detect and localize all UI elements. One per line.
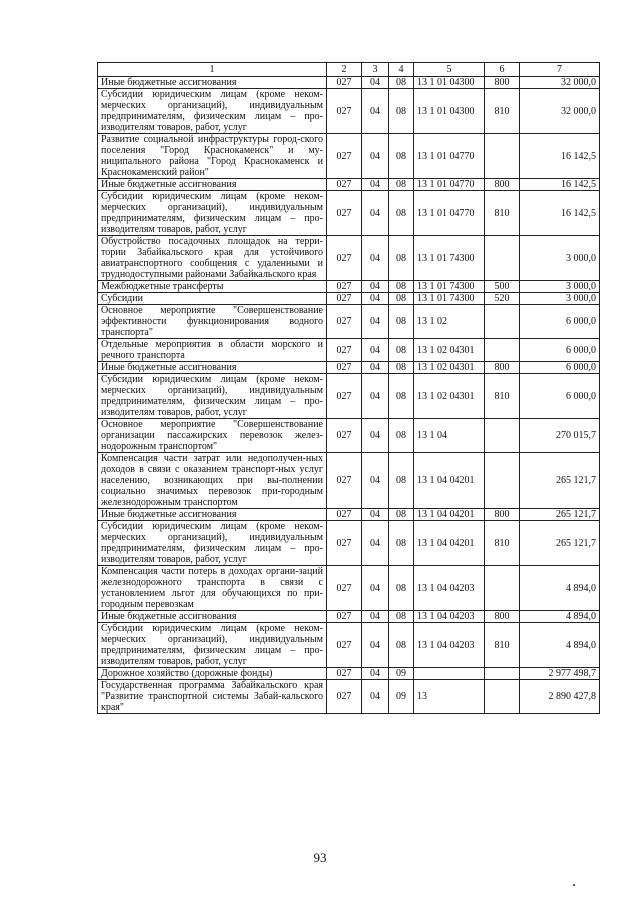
ministry-code-cell: 027 xyxy=(327,374,362,419)
table-row xyxy=(98,509,600,521)
table-row xyxy=(98,191,600,236)
table-row xyxy=(98,668,600,680)
target-article-cell: 13 1 01 74300 xyxy=(414,236,485,281)
table-row xyxy=(98,179,600,191)
table-row xyxy=(98,611,600,623)
expense-type-cell: 800 xyxy=(485,179,520,191)
section-code-cell: 04 xyxy=(362,179,389,191)
row-name-cell: Иные бюджетные ассигнования xyxy=(98,77,327,89)
section-code-cell: 04 xyxy=(362,191,389,236)
subsection-code-cell: 08 xyxy=(389,305,414,339)
column-header: 4 xyxy=(389,63,414,77)
table-row xyxy=(98,281,600,293)
table-row xyxy=(98,453,600,509)
amount-cell: 6 000,0 xyxy=(520,339,600,362)
ministry-code-cell: 027 xyxy=(327,191,362,236)
column-header: 1 xyxy=(98,63,327,77)
table-row xyxy=(98,89,600,134)
expense-type-cell: 810 xyxy=(485,374,520,419)
table-row xyxy=(98,339,600,362)
subsection-code-cell: 08 xyxy=(389,293,414,305)
subsection-code-cell: 08 xyxy=(389,623,414,668)
amount-cell: 3 000,0 xyxy=(520,281,600,293)
amount-cell: 6 000,0 xyxy=(520,362,600,374)
ministry-code-cell: 027 xyxy=(327,281,362,293)
table-row xyxy=(98,77,600,89)
row-name-cell: Компенсация части потерь в доходах органи-заций железнодорожного транспорта в связи с установлением льгот для обучающихся по при-городным перевозкам xyxy=(98,566,327,611)
row-name-cell: Субсидии юридическим лицам (кроме неком-мерческих организаций), индивидуальным предпринимателям, физическим лицам – про-изводителям товаров, работ, услуг xyxy=(98,521,327,566)
target-article-cell: 13 1 01 04770 xyxy=(414,191,485,236)
budget-page xyxy=(97,62,599,714)
target-article-cell: 13 1 02 xyxy=(414,305,485,339)
target-article-cell: 13 1 04 04203 xyxy=(414,611,485,623)
column-header: 3 xyxy=(362,63,389,77)
amount-cell: 16 142,5 xyxy=(520,191,600,236)
table-row xyxy=(98,623,600,668)
row-name-cell: Субсидии юридическим лицам (кроме неком-мерческих организаций), индивидуальным предпринимателям, физическим лицам – про-изводителям товаров, работ, услуг xyxy=(98,374,327,419)
ministry-code-cell: 027 xyxy=(327,77,362,89)
section-code-cell: 04 xyxy=(362,236,389,281)
section-code-cell: 04 xyxy=(362,521,389,566)
section-code-cell: 04 xyxy=(362,453,389,509)
row-name-cell: Иные бюджетные ассигнования xyxy=(98,611,327,623)
subsection-code-cell: 09 xyxy=(389,680,414,714)
section-code-cell: 04 xyxy=(362,509,389,521)
target-article-cell: 13 1 04 04201 xyxy=(414,453,485,509)
row-name-cell: Субсидии юридическим лицам (кроме неком-мерческих организаций), индивидуальным предпринимателям, физическим лицам – про-изводителям товаров, работ, услуг xyxy=(98,191,327,236)
amount-cell: 2 977 498,7 xyxy=(520,668,600,680)
target-article-cell: 13 1 02 04301 xyxy=(414,339,485,362)
column-header: 6 xyxy=(485,63,520,77)
subsection-code-cell: 08 xyxy=(389,179,414,191)
ministry-code-cell: 027 xyxy=(327,362,362,374)
ministry-code-cell: 027 xyxy=(327,566,362,611)
amount-cell: 32 000,0 xyxy=(520,89,600,134)
amount-cell: 16 142,5 xyxy=(520,134,600,179)
page-number: 93 xyxy=(313,850,327,865)
expense-type-cell: 810 xyxy=(485,521,520,566)
table-row xyxy=(98,419,600,453)
column-header: 5 xyxy=(414,63,485,77)
row-name-cell: Иные бюджетные ассигнования xyxy=(98,179,327,191)
amount-cell: 265 121,7 xyxy=(520,521,600,566)
expense-type-cell xyxy=(485,566,520,611)
subsection-code-cell: 08 xyxy=(389,77,414,89)
row-name-cell: Отдельные мероприятия в области морского и речного транспорта xyxy=(98,339,327,362)
amount-cell: 6 000,0 xyxy=(520,374,600,419)
section-code-cell: 04 xyxy=(362,680,389,714)
column-header: 2 xyxy=(327,63,362,77)
amount-cell: 16 142,5 xyxy=(520,179,600,191)
section-code-cell: 04 xyxy=(362,623,389,668)
expense-type-cell: 810 xyxy=(485,89,520,134)
table-row xyxy=(98,680,600,714)
amount-cell: 265 121,7 xyxy=(520,509,600,521)
section-code-cell: 04 xyxy=(362,419,389,453)
ministry-code-cell: 027 xyxy=(327,89,362,134)
subsection-code-cell: 08 xyxy=(389,611,414,623)
column-header: 7 xyxy=(520,63,600,77)
table-row xyxy=(98,134,600,179)
expense-type-cell xyxy=(485,453,520,509)
target-article-cell xyxy=(414,668,485,680)
ministry-code-cell: 027 xyxy=(327,419,362,453)
amount-cell: 32 000,0 xyxy=(520,77,600,89)
target-article-cell: 13 xyxy=(414,680,485,714)
amount-cell: 3 000,0 xyxy=(520,236,600,281)
expense-type-cell: 520 xyxy=(485,293,520,305)
row-name-cell: Компенсация части затрат или недополучен-ных доходов в связи с оказанием транспорт-ных услуг населению, возникающих при вы-полнении социально значимых перевозок при-городным железнодорожным транспортом xyxy=(98,453,327,509)
expense-type-cell xyxy=(485,236,520,281)
ministry-code-cell: 027 xyxy=(327,179,362,191)
row-name-cell: Межбюджетные трансферты xyxy=(98,281,327,293)
amount-cell: 4 894,0 xyxy=(520,566,600,611)
target-article-cell: 13 1 01 74300 xyxy=(414,281,485,293)
section-code-cell: 04 xyxy=(362,611,389,623)
table-row xyxy=(98,374,600,419)
row-name-cell: Основное мероприятие "Совершенствование организации пассажирских перевозок желез-нодорожным транспортом" xyxy=(98,419,327,453)
budget-table-body xyxy=(98,77,600,714)
expense-type-cell xyxy=(485,668,520,680)
subsection-code-cell: 08 xyxy=(389,521,414,566)
ministry-code-cell: 027 xyxy=(327,134,362,179)
subsection-code-cell: 08 xyxy=(389,509,414,521)
row-name-cell: Иные бюджетные ассигнования xyxy=(98,362,327,374)
table-row xyxy=(98,362,600,374)
section-code-cell: 04 xyxy=(362,668,389,680)
row-name-cell: Дорожное хозяйство (дорожные фонды) xyxy=(98,668,327,680)
expense-type-cell xyxy=(485,680,520,714)
ministry-code-cell: 027 xyxy=(327,611,362,623)
amount-cell: 4 894,0 xyxy=(520,623,600,668)
section-code-cell: 04 xyxy=(362,293,389,305)
row-name-cell: Субсидии xyxy=(98,293,327,305)
section-code-cell: 04 xyxy=(362,339,389,362)
expense-type-cell xyxy=(485,134,520,179)
subsection-code-cell: 08 xyxy=(389,339,414,362)
ministry-code-cell: 027 xyxy=(327,236,362,281)
expense-type-cell: 800 xyxy=(485,77,520,89)
subsection-code-cell: 08 xyxy=(389,281,414,293)
section-code-cell: 04 xyxy=(362,362,389,374)
row-name-cell: Субсидии юридическим лицам (кроме неком-мерческих организаций), индивидуальным предпринимателям, физическим лицам – про-изводителям товаров, работ, услуг xyxy=(98,623,327,668)
row-name-cell: Иные бюджетные ассигнования xyxy=(98,509,327,521)
section-code-cell: 04 xyxy=(362,305,389,339)
subsection-code-cell: 08 xyxy=(389,134,414,179)
expense-type-cell xyxy=(485,339,520,362)
subsection-code-cell: 08 xyxy=(389,419,414,453)
target-article-cell: 13 1 02 04301 xyxy=(414,374,485,419)
row-name-cell: Обустройство посадочных площадок на терри-тории Забайкальского края для устойчивого авиатранспортного сообщения с удаленными и труднодоступными районами Забайкальского края xyxy=(98,236,327,281)
amount-cell: 4 894,0 xyxy=(520,611,600,623)
expense-type-cell: 500 xyxy=(485,281,520,293)
subsection-code-cell: 08 xyxy=(389,89,414,134)
target-article-cell: 13 1 04 04203 xyxy=(414,623,485,668)
target-article-cell: 13 1 02 04301 xyxy=(414,362,485,374)
section-code-cell: 04 xyxy=(362,134,389,179)
amount-cell: 6 000,0 xyxy=(520,305,600,339)
ministry-code-cell: 027 xyxy=(327,293,362,305)
table-row xyxy=(98,236,600,281)
target-article-cell: 13 1 04 xyxy=(414,419,485,453)
target-article-cell: 13 1 04 04201 xyxy=(414,521,485,566)
ministry-code-cell: 027 xyxy=(327,509,362,521)
expense-type-cell: 810 xyxy=(485,623,520,668)
expense-type-cell: 800 xyxy=(485,611,520,623)
subsection-code-cell: 08 xyxy=(389,191,414,236)
scan-speck xyxy=(573,884,575,886)
subsection-code-cell: 08 xyxy=(389,362,414,374)
ministry-code-cell: 027 xyxy=(327,680,362,714)
amount-cell: 265 121,7 xyxy=(520,453,600,509)
table-row xyxy=(98,521,600,566)
target-article-cell: 13 1 01 74300 xyxy=(414,293,485,305)
section-code-cell: 04 xyxy=(362,374,389,419)
ministry-code-cell: 027 xyxy=(327,521,362,566)
budget-table xyxy=(97,62,600,714)
amount-cell: 270 015,7 xyxy=(520,419,600,453)
subsection-code-cell: 08 xyxy=(389,453,414,509)
row-name-cell: Субсидии юридическим лицам (кроме неком-мерческих организаций), индивидуальным предпринимателям, физическим лицам – про-изводителям товаров, работ, услуг xyxy=(98,89,327,134)
ministry-code-cell: 027 xyxy=(327,339,362,362)
expense-type-cell: 810 xyxy=(485,191,520,236)
ministry-code-cell: 027 xyxy=(327,623,362,668)
table-row xyxy=(98,566,600,611)
subsection-code-cell: 09 xyxy=(389,668,414,680)
expense-type-cell xyxy=(485,419,520,453)
target-article-cell: 13 1 01 04770 xyxy=(414,134,485,179)
subsection-code-cell: 08 xyxy=(389,566,414,611)
subsection-code-cell: 08 xyxy=(389,236,414,281)
amount-cell: 2 890 427,8 xyxy=(520,680,600,714)
section-code-cell: 04 xyxy=(362,89,389,134)
table-row xyxy=(98,293,600,305)
section-code-cell: 04 xyxy=(362,566,389,611)
amount-cell: 3 000,0 xyxy=(520,293,600,305)
row-name-cell: Государственная программа Забайкальского края "Развитие транспортной системы Забай-кальского края" xyxy=(98,680,327,714)
row-name-cell: Развитие социальной инфраструктуры город-ского поселения "Город Краснокаменск" и му-ниципального района "Город Краснокаменск и Краснокаменский район" xyxy=(98,134,327,179)
table-row xyxy=(98,305,600,339)
subsection-code-cell: 08 xyxy=(389,374,414,419)
section-code-cell: 04 xyxy=(362,281,389,293)
ministry-code-cell: 027 xyxy=(327,668,362,680)
expense-type-cell: 800 xyxy=(485,509,520,521)
ministry-code-cell: 027 xyxy=(327,453,362,509)
row-name-cell: Основное мероприятие "Совершенствование эффективности функционирования водного транспорта" xyxy=(98,305,327,339)
target-article-cell: 13 1 01 04300 xyxy=(414,89,485,134)
target-article-cell: 13 1 01 04300 xyxy=(414,77,485,89)
target-article-cell: 13 1 04 04203 xyxy=(414,566,485,611)
target-article-cell: 13 1 01 04770 xyxy=(414,179,485,191)
expense-type-cell xyxy=(485,305,520,339)
column-number-row xyxy=(98,63,600,77)
section-code-cell: 04 xyxy=(362,77,389,89)
target-article-cell: 13 1 04 04201 xyxy=(414,509,485,521)
expense-type-cell: 800 xyxy=(485,362,520,374)
ministry-code-cell: 027 xyxy=(327,305,362,339)
